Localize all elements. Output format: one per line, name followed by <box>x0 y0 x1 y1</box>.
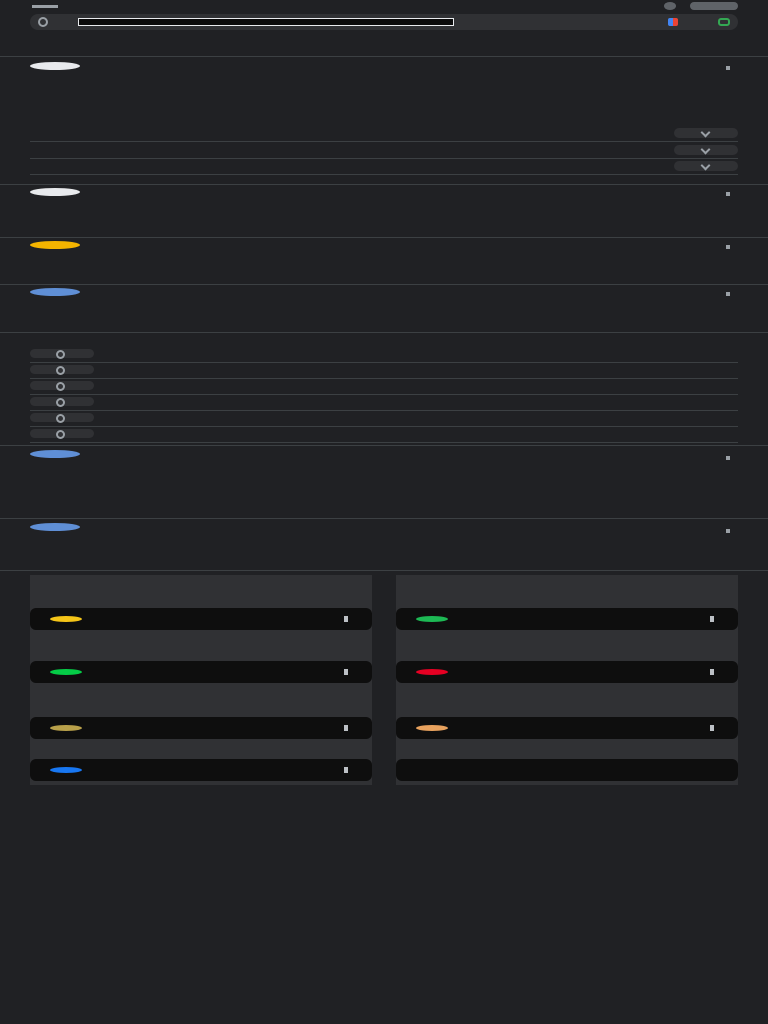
site-card[interactable] <box>30 759 372 781</box>
warhammer-icon <box>50 725 82 731</box>
more-options-icon[interactable] <box>726 66 730 70</box>
spotify-icon <box>416 616 448 622</box>
site-card[interactable] <box>396 717 738 739</box>
wowhead-icon <box>416 725 448 731</box>
search-icon <box>30 381 94 390</box>
divider <box>0 445 768 446</box>
search-icon <box>30 365 94 374</box>
site-card[interactable] <box>396 661 738 683</box>
top-icons <box>664 2 738 10</box>
facebook-icon <box>50 767 82 773</box>
mic-icon[interactable] <box>668 18 678 26</box>
site-card[interactable] <box>396 759 738 781</box>
search-input[interactable] <box>78 18 454 26</box>
site-card[interactable] <box>396 608 738 630</box>
favicon-icon <box>30 241 80 249</box>
favicon-icon <box>30 523 80 531</box>
paa-item[interactable] <box>30 159 738 175</box>
paa-item[interactable] <box>30 143 738 159</box>
favicon-icon <box>30 188 80 196</box>
more-options-icon[interactable] <box>726 245 730 249</box>
more-options-icon[interactable] <box>726 529 730 533</box>
chevron-down-icon[interactable] <box>674 161 738 171</box>
chevron-down-icon[interactable] <box>674 128 738 138</box>
favicon-icon <box>30 62 80 70</box>
site-card[interactable] <box>30 661 372 683</box>
search-result <box>30 450 738 498</box>
divider <box>0 332 768 333</box>
sites-panel-left <box>30 575 372 785</box>
site-card[interactable] <box>30 608 372 630</box>
related-search-item[interactable] <box>30 363 738 379</box>
divider <box>0 570 768 571</box>
search-icon <box>30 397 94 406</box>
related-search-item[interactable] <box>30 395 738 411</box>
apps-icon[interactable] <box>664 2 676 10</box>
more-options-icon[interactable] <box>344 767 348 773</box>
more-options-icon[interactable] <box>726 192 730 196</box>
related-search-item[interactable] <box>30 347 738 363</box>
search-result <box>30 288 738 330</box>
site-card[interactable] <box>30 717 372 739</box>
more-options-icon[interactable] <box>344 669 348 675</box>
more-options-icon[interactable] <box>344 725 348 731</box>
pinterest-icon <box>416 669 448 675</box>
search-result <box>30 62 738 106</box>
favicon-icon <box>30 288 80 296</box>
sites-panel-right <box>396 575 738 785</box>
top-bar <box>0 0 768 14</box>
related-search-item[interactable] <box>30 427 738 443</box>
more-options-icon[interactable] <box>710 669 714 675</box>
search-tabs <box>30 32 738 42</box>
imdb-icon <box>50 616 82 622</box>
lens-icon[interactable] <box>718 18 730 26</box>
divider <box>0 56 768 57</box>
deviantart-icon <box>50 669 82 675</box>
search-icon <box>30 349 94 358</box>
menu-icon[interactable] <box>32 5 58 8</box>
search-result <box>30 241 738 281</box>
search-actions <box>668 18 730 26</box>
search-icon[interactable] <box>38 17 48 27</box>
divider <box>0 237 768 238</box>
related-search-item[interactable] <box>30 411 738 427</box>
more-options-icon[interactable] <box>344 616 348 622</box>
favicon-icon <box>30 450 80 458</box>
more-options-icon[interactable] <box>726 456 730 460</box>
more-options-icon[interactable] <box>710 725 714 731</box>
search-result <box>30 188 738 234</box>
divider <box>0 184 768 185</box>
more-options-icon[interactable] <box>710 616 714 622</box>
divider <box>0 518 768 519</box>
more-options-icon[interactable] <box>726 292 730 296</box>
search-icon <box>30 429 94 438</box>
search-result <box>30 523 738 567</box>
divider <box>0 284 768 285</box>
search-icon <box>30 413 94 422</box>
paa-item[interactable] <box>30 126 738 142</box>
search-bar <box>30 14 738 30</box>
related-search-item[interactable] <box>30 379 738 395</box>
avatar[interactable] <box>690 2 738 10</box>
chevron-down-icon[interactable] <box>674 145 738 155</box>
